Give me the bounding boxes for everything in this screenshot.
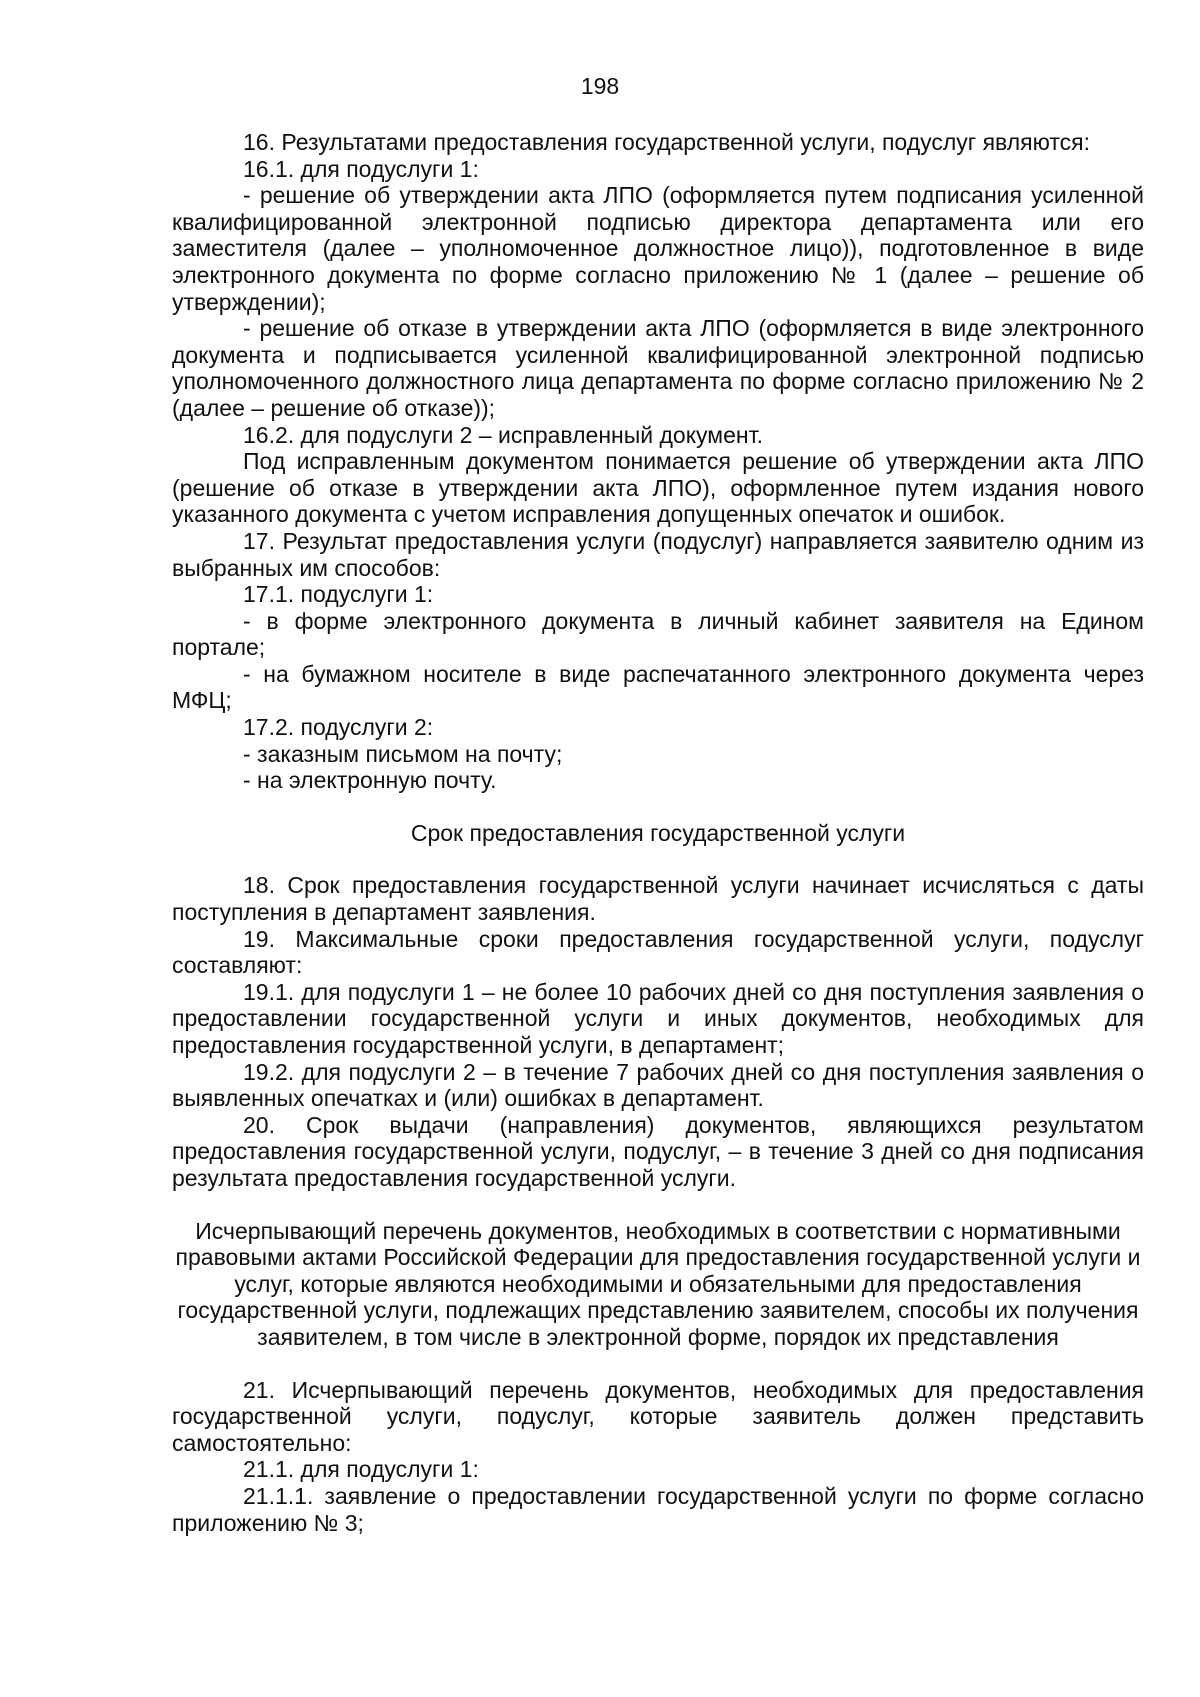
paragraph-16: 16. Результатами предоставления государственной услуги, подуслуг являются: [243,129,1090,155]
paragraph-19-1: 19.1. для подуслуги 1 – не более 10 рабочих дней со дня поступления заявления о предоставлении государственной услуги и иных документов, необходимых для предоставления государственной услуги, в департамент; [172,978,1144,1058]
paragraph-16-1-item-2: - решение об отказе в утверждении акта ЛПО (оформляется в виде электронного документа и подписывается усиленной квалифицированной электронной подписью уполномоченного должностного лица департамента по форме согласно приложению № 2 (далее – решение об отказе)); [172,315,1144,421]
paragraph-17-1: 17.1. подуслуги 1: [243,581,434,608]
paragraph-16-1-item-1: - решение об утверждении акта ЛПО (оформляется путем подписания усиленной квалифицированной электронной подписью директора департамента или его заместителя (далее – уполномоченное должностное лицо)), подготовленное в виде электронного документа по форме согласно приложению № 1 (далее – решение об утверждении); [172,182,1144,315]
document-body [172,129,1144,1536]
paragraph-19: 19. Максимальные сроки предоставления государственной услуги, подуслуг составляют: [172,925,1144,979]
paragraph-17: 17. Результат предоставления услуги (подуслуг) направляется заявителю одним из выбранных им способов: [172,527,1144,581]
paragraph-17-2-item-2: - на электронную почту. [243,767,497,794]
paragraph-17-2: 17.2. подуслуги 2: [243,714,434,741]
paragraph-19-2: 19.2. для подуслуги 2 – в течение 7 рабочих дней со дня поступления заявления о выявленных опечатках и (или) ошибках в департамент. [172,1058,1144,1112]
section-heading-deadline: Срок предоставления государственной услуги [410,819,906,846]
paragraph-20: 20. Срок выдачи (направления) документов, являющихся результатом предоставления государственной услуги, подуслуг, – в течение 3 дней со дня подписания результата предоставления государственной услуги. [172,1111,1144,1191]
paragraph-16-2: 16.2. для подуслуги 2 – исправленный документ. [243,421,763,448]
paragraph-21-1: 21.1. для подуслуги 1: [243,1456,479,1483]
paragraph-17-2-item-1: - заказным письмом на почту; [243,740,563,767]
paragraph-21-1-1: 21.1.1. заявление о предоставлении государственной услуги по форме согласно приложению № 3; [172,1482,1144,1536]
paragraph-17-1-item-1: - в форме электронного документа в личный кабинет заявителя на Едином портале; [172,607,1144,661]
paragraph-17-1-item-2: - на бумажном носителе в виде распечатанного электронного документа через МФЦ; [172,660,1144,714]
paragraph-16-1: 16.1. для подуслуги 1: [243,155,479,182]
page-number: 198 [580,73,620,99]
paragraph-corrected-document: Под исправленным документом понимается решение об утверждении акта ЛПО (решение об отказе в утверждении акта ЛПО), оформленное путем издания нового указанного документа с учетом исправления допущенных опечаток и ошибок. [172,448,1144,528]
paragraph-21: 21. Исчерпывающий перечень документов, необходимых для предоставления государственной услуги, подуслуг, которые заявитель должен представить самостоятельно: [172,1376,1144,1456]
paragraph-18: 18. Срок предоставления государственной услуги начинает исчисляться с даты поступления в департамент заявления. [172,872,1144,926]
section-heading-documents: Исчерпывающий перечень документов, необходимых в соответствии с нормативными правовыми актами Российской Федерации для предоставления государственной услуги и услуг, которые являются необходимыми и обязательными для предоставления государственной услуги, подлежащих представлению заявителем, способы их получения заявителем, в том числе в электронной форме, порядок их представления [175,1217,1141,1350]
